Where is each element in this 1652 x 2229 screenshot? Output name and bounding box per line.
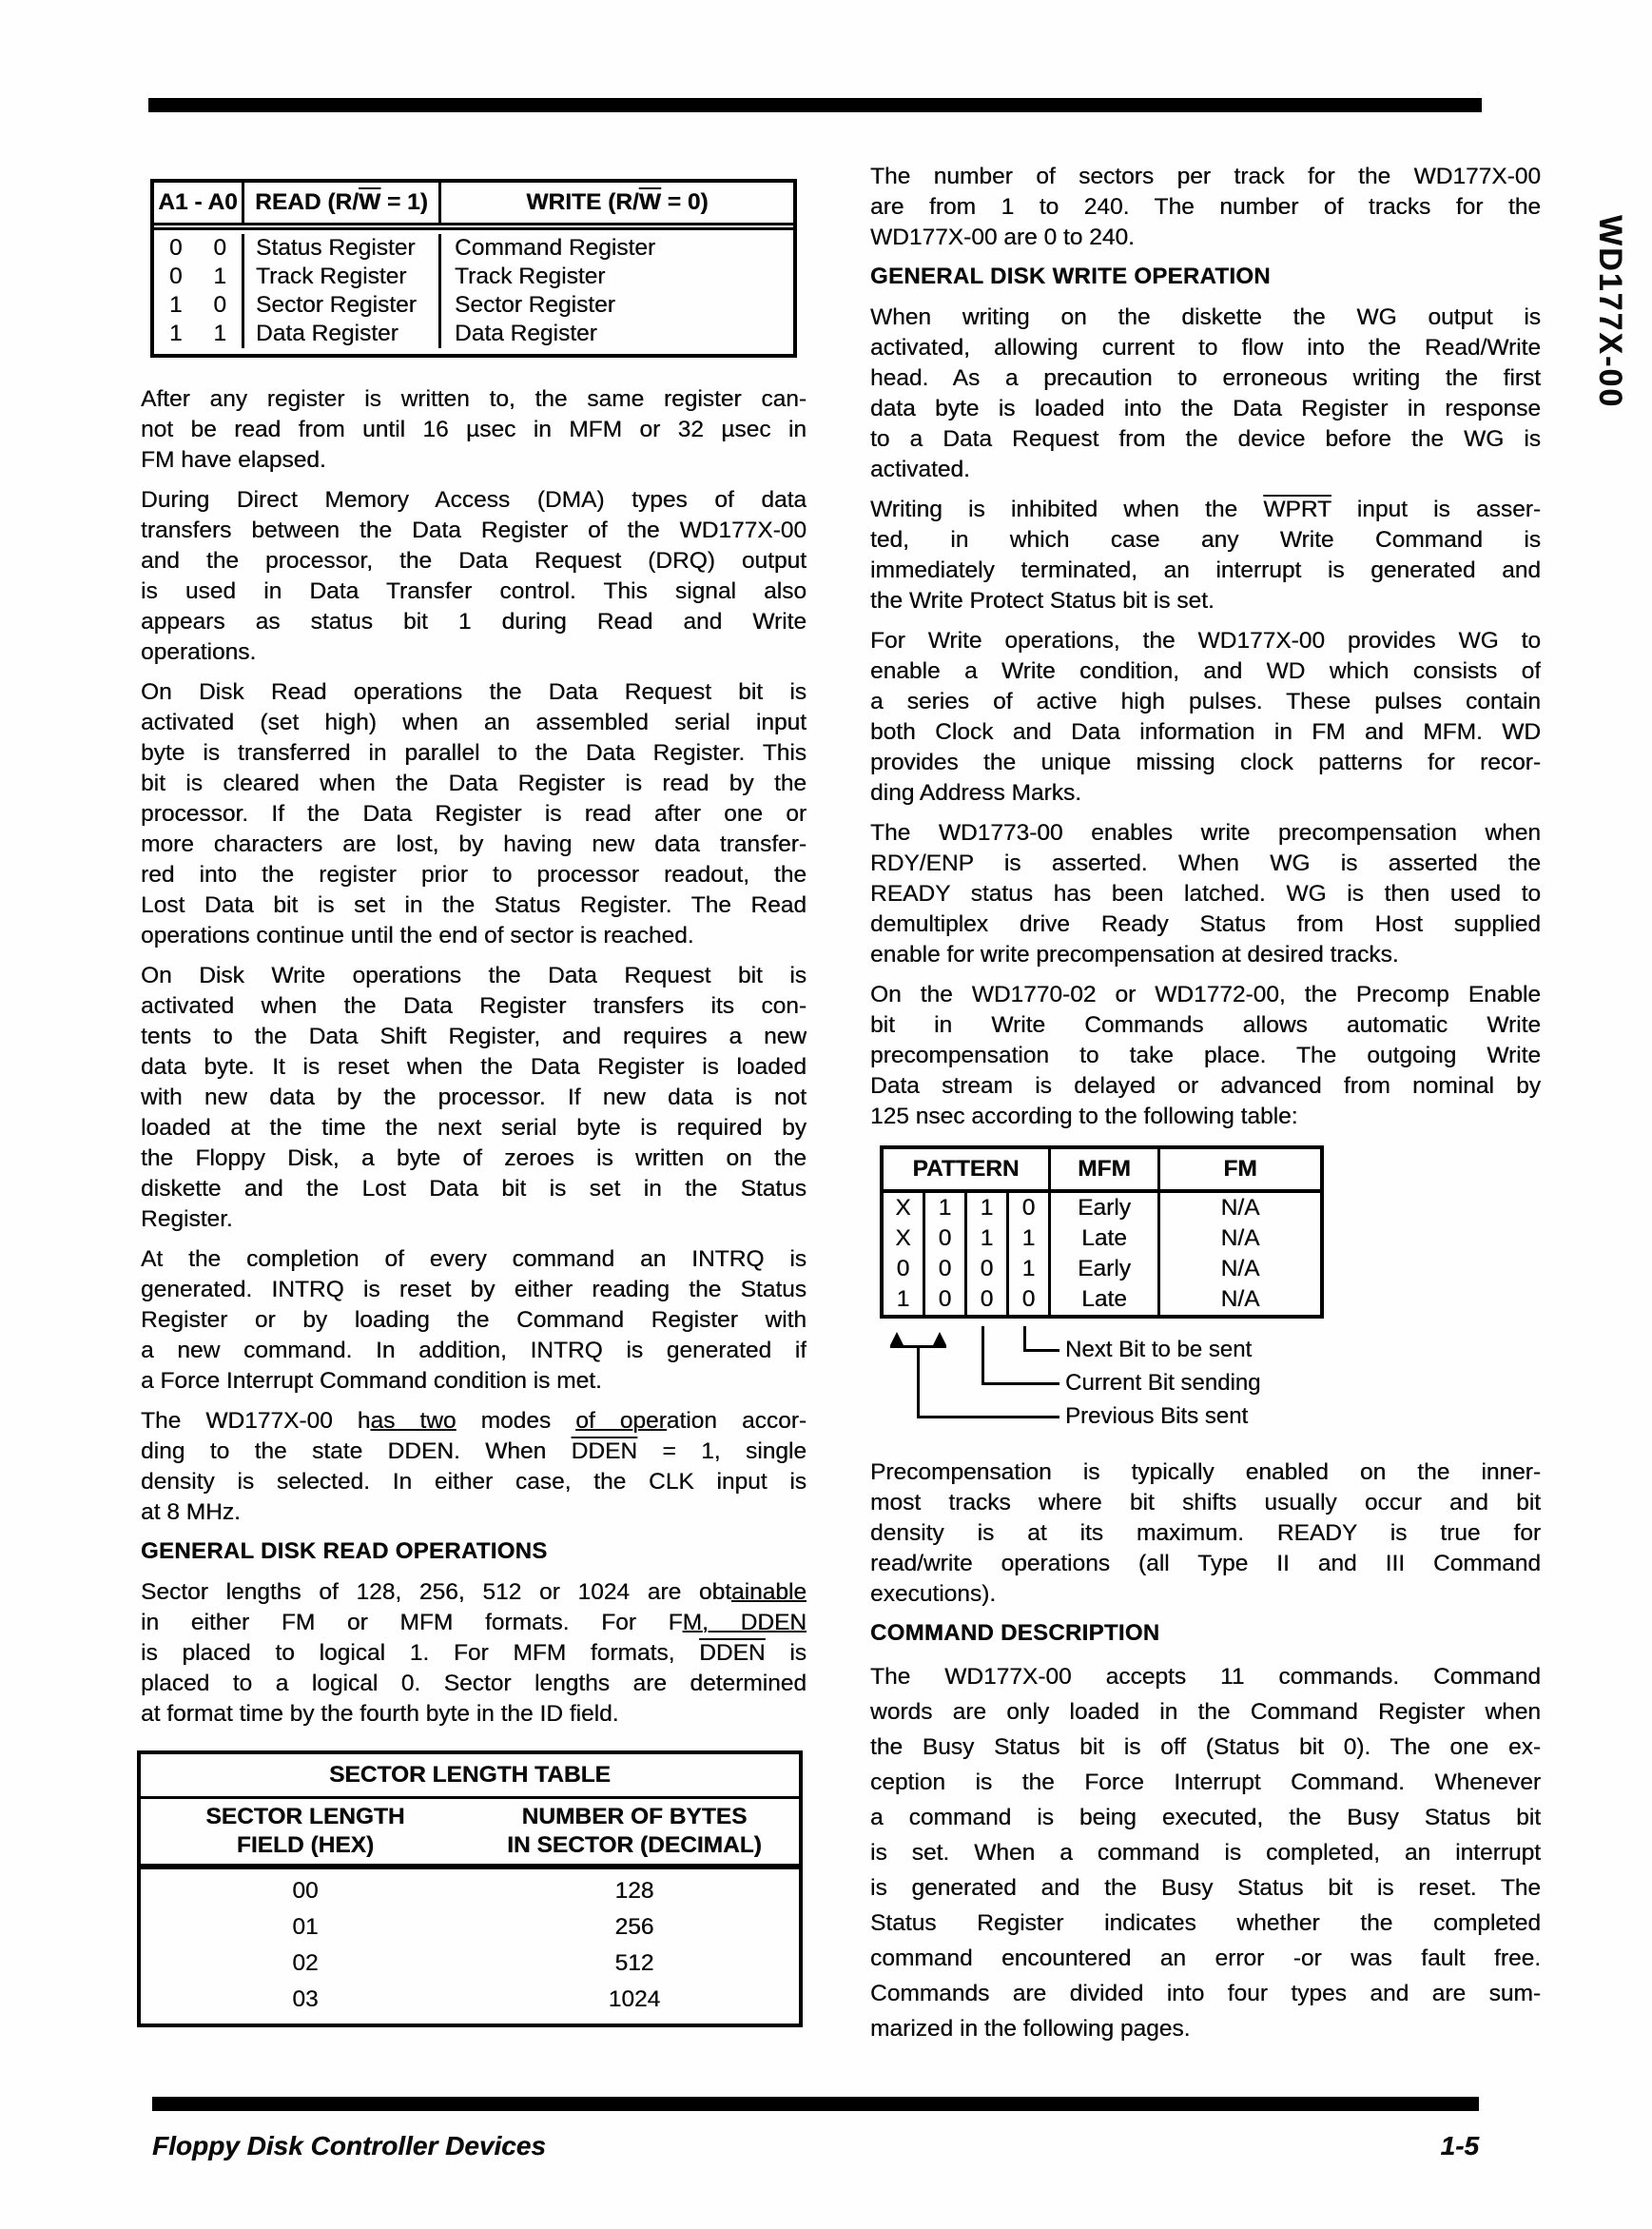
register-address-table <box>150 179 797 358</box>
text-line: a command is being executed, the Busy Status bit <box>870 1805 1541 1830</box>
text-line: a new command. In addition, INTRQ is generated if <box>141 1338 807 1363</box>
text-line: ception is the Force Interrupt Command. Whenever <box>870 1770 1541 1795</box>
paragraph <box>870 1659 1541 2046</box>
table-row: 03 1024 <box>292 1986 661 2012</box>
callout-line-previous-bits <box>917 1416 1059 1418</box>
text-line: executions). <box>870 1581 997 1607</box>
text-line: with new data by the processor. If new data is not <box>141 1085 807 1110</box>
text-line: precompensation to take place. The outgoing Write <box>870 1043 1541 1068</box>
text-line: activated, allowing current to flow into the Read/Write <box>870 335 1541 361</box>
text-line: ted, in which case any Write Command is <box>870 527 1541 553</box>
text-line: Writing is inhibited when the WPRT input is asser- <box>870 497 1541 522</box>
text-line: Register or by loading the Command Register with <box>141 1307 807 1333</box>
col-header-pattern: PATTERN <box>884 1149 1051 1189</box>
mfm-column: Early Late Early Late <box>1051 1193 1160 1315</box>
text-line: read/write operations (all Type II and III Command <box>870 1551 1541 1576</box>
text-line: head. As a precaution to erroneous writing the first <box>870 365 1541 391</box>
text-line: a series of active high pulses. These pulses contain <box>870 689 1541 714</box>
text-line: diskette and the Lost Data bit is set in the Status <box>141 1176 807 1202</box>
pattern-table <box>880 1145 1324 1319</box>
paragraph <box>141 1577 807 1730</box>
text-line: Data stream is delayed or advanced from nominal by <box>870 1073 1541 1099</box>
text-line: transfers between the Data Register of the WD177X-00 <box>141 518 807 543</box>
paragraph <box>141 677 807 951</box>
footer-page-number: 1-5 <box>1440 2131 1479 2161</box>
paragraph <box>870 1457 1541 1610</box>
text-line: Lost Data bit is set in the Status Register. The Read <box>141 892 807 918</box>
text-line: bit is cleared when the Data Register is read by the <box>141 771 807 796</box>
paragraph <box>870 980 1541 1132</box>
text-line: activated. <box>870 457 970 482</box>
text-line: generated. INTRQ is reset by either reading the Status <box>141 1277 807 1302</box>
text-line: activated (set high) when an assembled serial input <box>141 710 807 735</box>
text-line: demultiplex drive Ready Status from Host supplied <box>870 911 1541 937</box>
sector-table-body <box>141 1869 799 2024</box>
table-title: SECTOR LENGTH TABLE <box>141 1754 799 1799</box>
text-line: On the WD1770-02 or WD1772-00, the Precomp Enable <box>870 982 1541 1007</box>
text-line: operations. <box>141 639 257 665</box>
col-header-fm: FM <box>1223 1156 1257 1182</box>
text-line: bit in Write Commands allows automatic Write <box>870 1012 1541 1038</box>
text-line: data byte. It is reset when the Data Register is loaded <box>141 1054 807 1080</box>
text-line: On Disk Write operations the Data Request bit is <box>141 963 807 988</box>
text-line: both Clock and Data information in FM and MFM. WD <box>870 719 1541 745</box>
text-line: command encountered an error -or was fault free. <box>870 1945 1541 1971</box>
callout-label-previous-bits: Previous Bits sent <box>1065 1403 1249 1429</box>
text-line: RDY/ENP is asserted. When WG is asserted the <box>870 851 1541 876</box>
col-header-mfm: MFM <box>1051 1149 1160 1189</box>
text-line: at format time by the fourth byte in the ID field. <box>141 1701 619 1727</box>
text-line: During Direct Memory Access (DMA) types of data <box>141 487 807 513</box>
callout-line-previous-bits <box>917 1345 920 1418</box>
text-line: 125 nsec according to the following table: <box>870 1104 1298 1129</box>
section-heading-general-disk-read-operations: GENERAL DISK READ OPERATIONS <box>141 1538 548 1564</box>
callout-label-next-bit: Next Bit to be sent <box>1065 1337 1253 1362</box>
section-heading-command-description: COMMAND DESCRIPTION <box>870 1620 1160 1646</box>
table-row: 00 128 <box>292 1878 654 1904</box>
register-table-body <box>154 230 793 354</box>
text-line: activated when the Data Register transfers its con- <box>141 993 807 1019</box>
callout-line-next-bit <box>1023 1326 1026 1352</box>
sector-table-header <box>141 1799 799 1869</box>
text-line: is used in Data Transfer control. This signal also <box>141 578 807 604</box>
sector-length-table <box>137 1750 803 2027</box>
paragraph <box>870 162 1541 253</box>
text-line: the Busy Status bit is off (Status bit 0). The one ex- <box>870 1734 1541 1760</box>
text-line: processor. If the Data Register is read after one or <box>141 801 807 827</box>
table-row: 02 512 <box>292 1950 654 1976</box>
text-line: Commands are divided into four types and are sum- <box>870 1981 1541 2006</box>
col-header-write: WRITE $(R/\overline{W} = 0)$ <box>526 189 709 215</box>
register-table-header <box>154 183 793 230</box>
text-line: Sector lengths of 128, 256, 512 or 1024 are obtainable <box>141 1579 807 1605</box>
bracket-arrow-icon <box>890 1332 904 1345</box>
text-line: placed to a logical 0. Sector lengths are determined <box>141 1671 807 1696</box>
text-line: is set. When a command is completed, an interrupt <box>870 1840 1541 1866</box>
left-column <box>141 179 807 2027</box>
text-line: READY status has been latched. WG is then used to <box>870 881 1541 907</box>
table-row: 1 1 Data Register Data Register <box>154 320 793 348</box>
text-line: is generated and the Busy Status bit is reset. The <box>870 1875 1541 1901</box>
paragraph <box>141 384 807 476</box>
text-line: byte is transferred in parallel to the Data Register. This <box>141 740 807 766</box>
paragraph <box>870 626 1541 809</box>
text-line: at 8 MHz. <box>141 1499 241 1525</box>
text-line: density is at its maximum. READY is true for <box>870 1520 1541 1546</box>
text-line: WD177X-00 are 0 to 240. <box>870 225 1135 250</box>
bit-column-3: 1 1 0 0 <box>967 1193 1009 1315</box>
bottom-rule <box>152 2097 1479 2111</box>
text-line: Status Register indicates whether the completed <box>870 1910 1541 1936</box>
text-line: words are only loaded in the Command Register when <box>870 1699 1541 1725</box>
callout-label-current-bit: Current Bit sending <box>1065 1370 1261 1396</box>
text-line: The WD177X-00 has two modes of operation accor- <box>141 1408 807 1434</box>
text-line: data byte is loaded into the Data Register in response <box>870 396 1541 421</box>
text-line: When writing on the diskette the WG output is <box>870 304 1541 330</box>
bit-column-1: X X 0 1 <box>884 1193 925 1315</box>
text-line: a Force Interrupt Command condition is met. <box>141 1368 602 1394</box>
bit-column-2: 1 0 0 0 <box>925 1193 967 1315</box>
col-header-number-of-bytes: NUMBER OF BYTES IN SECTOR (DECIMAL) <box>507 1804 762 1858</box>
text-line: The number of sectors per track for the WD177X-00 <box>870 164 1541 189</box>
text-line: and the processor, the Data Request (DRQ) output <box>141 548 807 574</box>
page-footer <box>152 2129 1479 2163</box>
col-header-read: READ $(R/\overline{W} = 1)$ <box>244 183 441 223</box>
text-line: Register. <box>141 1206 233 1232</box>
text-line: ding to the state DDEN. When DDEN = 1, single <box>141 1438 807 1464</box>
text-line: ding Address Marks. <box>870 780 1081 806</box>
footer-document-title: Floppy Disk Controller Devices <box>152 2131 546 2161</box>
table-row: 01 256 <box>292 1914 654 1940</box>
callout-line-current-bit <box>981 1382 1059 1385</box>
text-line: tents to the Data Shift Register, and requires a new <box>141 1024 807 1049</box>
text-line: On Disk Read operations the Data Request bit is <box>141 679 807 705</box>
text-line: enable a Write condition, and WD which consists of <box>870 658 1541 684</box>
text-line: Precompensation is typically enabled on the inner- <box>870 1459 1541 1485</box>
callout-line-current-bit <box>981 1326 984 1385</box>
text-line: loaded at the time the next serial byte is required by <box>141 1115 807 1141</box>
text-line: in either FM or MFM formats. For FM, DDEN <box>141 1610 807 1635</box>
paragraph <box>870 495 1541 616</box>
section-heading-general-disk-write-operation: GENERAL DISK WRITE OPERATION <box>870 264 1271 289</box>
pattern-table-body <box>884 1193 1320 1315</box>
text-line: marized in the following pages. <box>870 2016 1191 2042</box>
text-line: more characters are lost, by having new data transfer- <box>141 831 807 857</box>
text-line: immediately terminated, an interrupt is generated and <box>870 557 1541 583</box>
text-line: most tracks where bit shifts usually occur and bit <box>870 1490 1541 1515</box>
bracket-arrow-icon <box>933 1332 946 1345</box>
text-line: After any register is written to, the same register can- <box>141 386 807 412</box>
col-header-a1-a0: A1 - A0 <box>154 183 244 223</box>
paragraph <box>141 1244 807 1397</box>
text-line: not be read from until 16 µsec in MFM or 32 µsec in <box>141 417 807 442</box>
text-line: to a Data Request from the device before the WG is <box>870 426 1541 452</box>
text-line: For Write operations, the WD177X-00 provides WG to <box>870 628 1541 654</box>
text-line: operations continue until the end of sector is reached. <box>141 923 694 948</box>
paragraph <box>870 303 1541 485</box>
paragraph <box>870 818 1541 970</box>
top-rule <box>148 98 1482 112</box>
paragraph <box>141 485 807 668</box>
paragraph <box>141 1406 807 1528</box>
table-row: 0 1 Track Register Track Register <box>154 263 793 291</box>
text-line: density is selected. In either case, the CLK input is <box>141 1469 807 1495</box>
text-line: The WD177X-00 accepts 11 commands. Command <box>870 1664 1541 1690</box>
table-row: 0 0 Status Register Command Register <box>154 234 793 263</box>
text-line: enable for write precompensation at desired tracks. <box>870 942 1399 968</box>
bit-column-4: 0 1 1 0 <box>1009 1193 1051 1315</box>
fm-column: N/A N/A N/A N/A <box>1220 1195 1260 1312</box>
text-line: are from 1 to 240. The number of tracks for the <box>870 194 1541 220</box>
text-line: The WD1773-00 enables write precompensation when <box>870 820 1541 846</box>
text-line: red into the register prior to processor readout, the <box>141 862 807 888</box>
text-line: the Floppy Disk, a byte of zeroes is written on the <box>141 1145 807 1171</box>
text-line: FM have elapsed. <box>141 447 326 473</box>
right-column <box>870 162 1541 2056</box>
text-line: the Write Protect Status bit is set. <box>870 588 1215 614</box>
col-header-sector-length: SECTOR LENGTH FIELD (HEX) <box>205 1804 405 1858</box>
table-row: 1 0 Sector Register Sector Register <box>154 291 793 320</box>
text-line: provides the unique missing clock patterns for recor- <box>870 750 1541 775</box>
text-line: appears as status bit 1 during Read and Write <box>141 609 807 635</box>
side-tab-label: WD177X-00 <box>1592 215 1628 409</box>
pattern-table-header <box>884 1149 1320 1193</box>
paragraph <box>141 961 807 1235</box>
callout-line-next-bit <box>1023 1349 1059 1352</box>
precompensation-pattern-diagram <box>870 1145 1541 1442</box>
text-line: is placed to logical 1. For MFM formats, DDEN is <box>141 1640 807 1666</box>
text-line: At the completion of every command an INTRQ is <box>141 1246 807 1272</box>
